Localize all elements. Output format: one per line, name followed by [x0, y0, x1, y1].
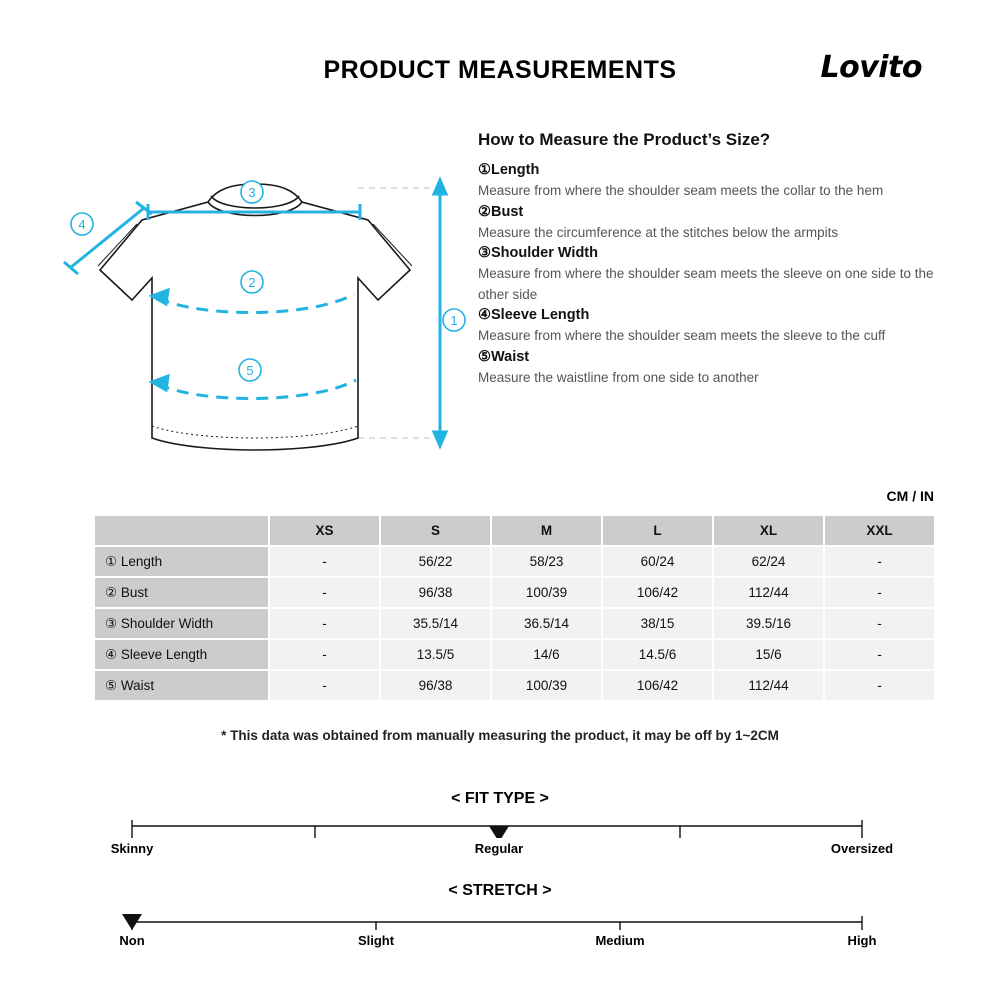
measure-item-desc: Measure from where the shoulder seam meets the sleeve on one side to the other side	[478, 266, 934, 302]
measure-item	[478, 243, 948, 305]
how-to-measure-section	[478, 130, 948, 388]
stretch-label-medium: Medium	[595, 933, 645, 948]
cell: 112/44	[713, 577, 824, 608]
page-title: PRODUCT MEASUREMENTS	[323, 56, 677, 84]
stretch-label-slight: Slight	[357, 933, 395, 948]
measure-item	[478, 202, 948, 244]
garment-diagram	[40, 150, 470, 470]
fit-type-selected-marker	[489, 826, 509, 838]
fit-type-label-regular: Regular	[474, 841, 524, 856]
table-col-s: S	[380, 515, 491, 546]
table-col-xl: XL	[713, 515, 824, 546]
cell: -	[269, 670, 380, 701]
table-row	[94, 608, 935, 639]
svg-text:5: 5	[246, 363, 254, 378]
fit-type-heading: < FIT TYPE >	[451, 790, 549, 807]
cell: -	[824, 577, 935, 608]
table-col-xs: XS	[269, 515, 380, 546]
stretch-label-high: High	[847, 933, 877, 948]
measure-item-desc: Measure the circumference at the stitches below the armpits	[478, 224, 839, 240]
units-label: CM / IN	[886, 488, 934, 504]
table-corner-cell	[94, 515, 269, 546]
cell: -	[269, 546, 380, 577]
cell: 106/42	[602, 670, 713, 701]
cell: 60/24	[602, 546, 713, 577]
measure-item-title: ①Length	[478, 162, 540, 178]
row-label-sleeve-length: ④ Sleeve Length	[94, 639, 269, 670]
cell: -	[824, 608, 935, 639]
measure-item-title: ⑤Waist	[478, 348, 530, 365]
measure-item-desc: Measure from where the shoulder seam meets the collar to the hem	[478, 183, 884, 199]
cell: 35.5/14	[380, 608, 491, 639]
cell: 100/39	[491, 670, 602, 701]
cell: -	[824, 670, 935, 701]
row-label-waist: ⑤ Waist	[94, 670, 269, 701]
measurement-note: * This data was obtained from manually measuring the product, it may be off by 1~2CM	[221, 728, 779, 743]
table-header-row	[94, 515, 935, 546]
cell: 14.5/6	[602, 639, 713, 670]
table-col-l: L	[602, 515, 713, 546]
cell: -	[269, 639, 380, 670]
row-label-shoulder-width: ③ Shoulder Width	[94, 608, 269, 639]
cell: 36.5/14	[491, 608, 602, 639]
cell: 13.5/5	[380, 639, 491, 670]
fit-type-label-skinny: Skinny	[110, 841, 154, 856]
measure-item-desc: Measure the waistline from one side to another	[478, 369, 759, 385]
svg-text:2: 2	[248, 275, 256, 290]
table-row	[94, 577, 935, 608]
row-label-length: ① Length	[94, 546, 269, 577]
cell: -	[824, 639, 935, 670]
cell: 56/22	[380, 546, 491, 577]
size-table	[93, 514, 936, 702]
cell: 106/42	[602, 577, 713, 608]
table-col-m: M	[491, 515, 602, 546]
fit-type-scale	[0, 812, 1000, 838]
svg-text:1: 1	[450, 313, 458, 328]
bottom-hem	[152, 426, 358, 438]
fit-type-label-oversized: Oversized	[830, 841, 894, 856]
svg-text:4: 4	[78, 217, 86, 232]
measurement-arrows	[64, 180, 446, 446]
cell: 96/38	[380, 577, 491, 608]
cell: 15/6	[713, 639, 824, 670]
table-col-xxl: XXL	[824, 515, 935, 546]
cell: -	[824, 546, 935, 577]
guide-lines	[358, 188, 440, 438]
size-table-wrapper	[93, 514, 934, 702]
tshirt-outline	[100, 184, 410, 450]
measure-item	[478, 347, 948, 389]
brand-logo: Lovito	[820, 50, 922, 85]
stretch-scale	[0, 904, 1000, 930]
stretch-heading: < STRETCH >	[448, 882, 552, 899]
cell: 14/6	[491, 639, 602, 670]
garment-diagram-svg	[40, 150, 470, 470]
measure-item-title: ④Sleeve Length	[478, 307, 590, 324]
cell: 58/23	[491, 546, 602, 577]
cell: 100/39	[491, 577, 602, 608]
sleeve-hem-lines	[98, 224, 412, 266]
cell: -	[269, 608, 380, 639]
measure-item-title: ②Bust	[478, 203, 524, 220]
measure-item	[478, 160, 948, 202]
cell: 39.5/16	[713, 608, 824, 639]
measure-item	[478, 305, 948, 347]
stretch-label-non: Non	[119, 933, 145, 948]
table-row	[94, 546, 935, 577]
row-label-bust: ② Bust	[94, 577, 269, 608]
svg-text:3: 3	[248, 185, 256, 200]
measure-item-title: ③Shoulder Width	[478, 245, 598, 262]
table-row	[94, 670, 935, 701]
cell: 38/15	[602, 608, 713, 639]
table-row	[94, 639, 935, 670]
measure-item-desc: Measure from where the shoulder seam meets the sleeve to the cuff	[478, 328, 886, 344]
cell: 62/24	[713, 546, 824, 577]
how-to-measure-heading: How to Measure the Product’s Size?	[478, 130, 771, 149]
cell: 96/38	[380, 670, 491, 701]
cell: -	[269, 577, 380, 608]
cell: 112/44	[713, 670, 824, 701]
